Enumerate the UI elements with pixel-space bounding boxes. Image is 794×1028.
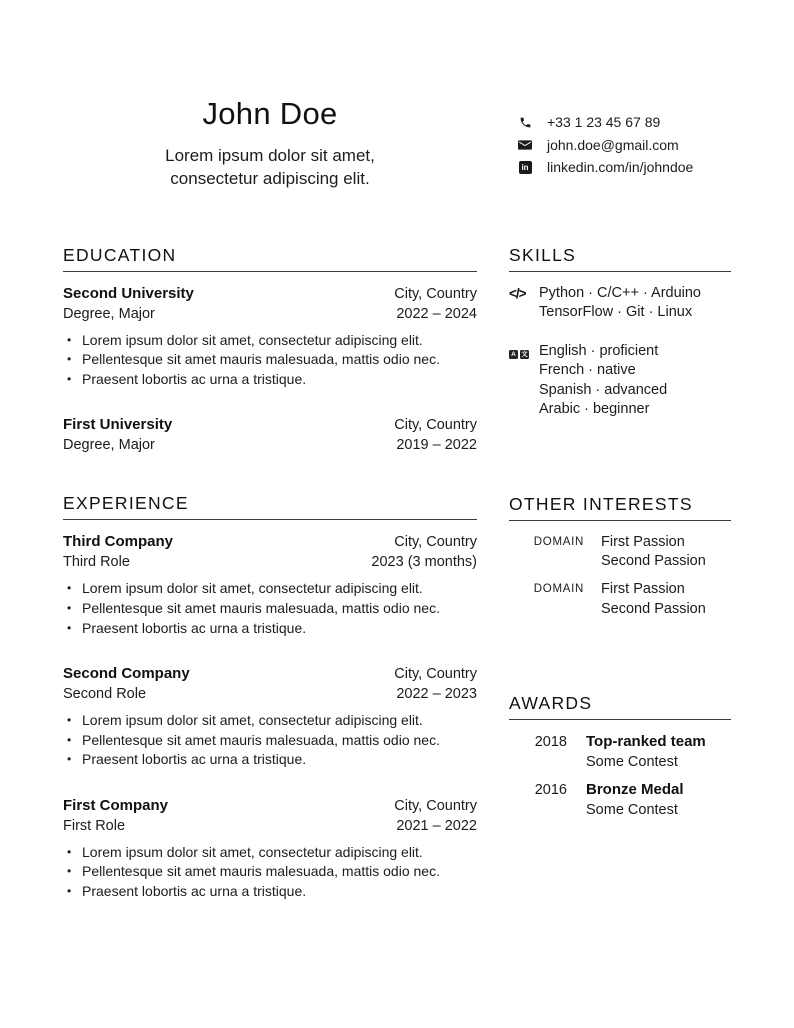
contact-row-linkedin — [517, 159, 693, 175]
bullet-item: • Praesent lobortis ac urna a tristique. — [63, 750, 477, 770]
experience-section-title: EXPERIENCE — [63, 493, 477, 520]
phone-icon — [517, 116, 533, 129]
entry-location: City, Country — [394, 285, 477, 302]
skill-group-technical — [509, 284, 731, 323]
bullet-item: • Pellentesque sit amet mauris malesuada, mattis odio nec. — [63, 350, 477, 370]
entry-dates: 2019 – 2022 — [396, 437, 477, 454]
language-line: Arabic · beginner — [539, 401, 650, 418]
awards-section-title: AWARDS — [509, 693, 731, 720]
entry-role: Second Role — [63, 686, 147, 703]
skill-line: Python · C/C++ · Arduino — [539, 284, 701, 301]
skills-section — [509, 245, 731, 420]
code-icon: </> — [509, 285, 526, 301]
education-entry — [63, 284, 477, 390]
linkedin-icon: in — [517, 161, 533, 174]
bullet-item: • Praesent lobortis ac urna a tristique. — [63, 882, 477, 902]
email-address: john.doe@gmail.com — [547, 136, 679, 153]
interest-item: Second Passion — [601, 600, 706, 617]
experience-entry — [63, 532, 477, 638]
entry-title: Second Company — [63, 665, 190, 683]
entry-bullet-list — [63, 711, 477, 770]
award-year: 2018 — [534, 734, 567, 751]
tagline-line-1: Lorem ipsum dolor sit amet, — [165, 145, 375, 165]
email-icon — [517, 139, 533, 151]
experience-section — [63, 493, 477, 901]
bullet-item: • Pellentesque sit amet mauris malesuada, mattis odio nec. — [63, 599, 477, 619]
award-name: Top-ranked team — [586, 733, 706, 751]
award-detail: Some Contest — [586, 754, 678, 771]
language-line: English · proficient — [539, 342, 659, 359]
experience-entry — [63, 796, 477, 902]
entry-location: City, Country — [394, 534, 477, 551]
entry-title: First Company — [63, 796, 169, 814]
language-line: French · native — [539, 362, 636, 379]
bullet-item: • Praesent lobortis ac urna a tristique. — [63, 370, 477, 390]
contact-row-phone — [517, 114, 693, 130]
interest-row — [509, 580, 731, 619]
entry-dates: 2022 – 2024 — [396, 305, 477, 322]
entry-role: First Role — [63, 817, 126, 834]
interest-domain-label: DOMAIN — [533, 535, 584, 548]
entry-location: City, Country — [394, 417, 477, 434]
award-row — [509, 732, 731, 772]
entry-location: City, Country — [394, 797, 477, 814]
skills-section-title: SKILLS — [509, 245, 731, 272]
tagline-line-2: consectetur adipiscing elit. — [170, 169, 370, 189]
award-year: 2016 — [534, 782, 567, 799]
education-section — [63, 245, 477, 456]
bullet-item: • Lorem ipsum dolor sit amet, consectetur adipiscing elit. — [63, 711, 477, 731]
interest-domain-label: DOMAIN — [533, 582, 584, 595]
interest-item: First Passion — [601, 533, 685, 550]
linkedin-url: linkedin.com/in/johndoe — [547, 159, 694, 175]
identity-block — [63, 96, 477, 191]
entry-bullet-list — [63, 843, 477, 902]
bullet-item: • Lorem ipsum dolor sit amet, consectetur adipiscing elit. — [63, 331, 477, 351]
interests-section-title: OTHER INTERESTS — [509, 494, 731, 521]
skill-group-languages — [509, 342, 731, 420]
entry-title: First University — [63, 416, 173, 434]
bullet-item: • Lorem ipsum dolor sit amet, consectetur adipiscing elit. — [63, 843, 477, 863]
entry-dates: 2021 – 2022 — [396, 817, 477, 834]
entry-location: City, Country — [394, 666, 477, 683]
interests-section — [509, 494, 731, 620]
contact-row-email — [517, 137, 693, 153]
entry-role: Third Role — [63, 554, 130, 571]
interest-row — [509, 533, 731, 572]
education-entry — [63, 415, 477, 455]
entry-dates: 2022 – 2023 — [396, 686, 477, 703]
award-detail: Some Contest — [586, 802, 678, 819]
entry-degree: Degree, Major — [63, 437, 155, 454]
bullet-item: • Pellentesque sit amet mauris malesuada, mattis odio nec. — [63, 731, 477, 751]
awards-section — [509, 693, 731, 820]
person-name: John Doe — [202, 96, 338, 131]
language-icon: A 文 — [509, 342, 539, 420]
phone-number: +33 1 23 45 67 89 — [547, 114, 661, 130]
tagline — [63, 144, 477, 191]
entry-degree: Degree, Major — [63, 305, 155, 322]
left-column — [63, 245, 477, 902]
right-column — [509, 245, 731, 902]
main-content — [63, 245, 731, 902]
experience-entry — [63, 664, 477, 770]
contact-block — [517, 96, 693, 182]
education-section-title: EDUCATION — [63, 245, 477, 272]
entry-dates: 2023 (3 months) — [371, 554, 477, 571]
entry-title: Third Company — [63, 533, 174, 551]
language-line: Spanish · advanced — [539, 381, 668, 398]
entry-bullet-list — [63, 579, 477, 638]
entry-bullet-list — [63, 331, 477, 390]
skill-line: TensorFlow · Git · Linux — [539, 304, 693, 321]
award-row — [509, 780, 731, 820]
bullet-item: • Praesent lobortis ac urna a tristique. — [63, 619, 477, 639]
bullet-item: • Lorem ipsum dolor sit amet, consectetur adipiscing elit. — [63, 579, 477, 599]
header — [63, 96, 731, 191]
award-name: Bronze Medal — [586, 781, 684, 799]
bullet-item: • Pellentesque sit amet mauris malesuada, mattis odio nec. — [63, 862, 477, 882]
interest-item: First Passion — [601, 580, 685, 597]
entry-title: Second University — [63, 284, 194, 302]
interest-item: Second Passion — [601, 553, 706, 570]
